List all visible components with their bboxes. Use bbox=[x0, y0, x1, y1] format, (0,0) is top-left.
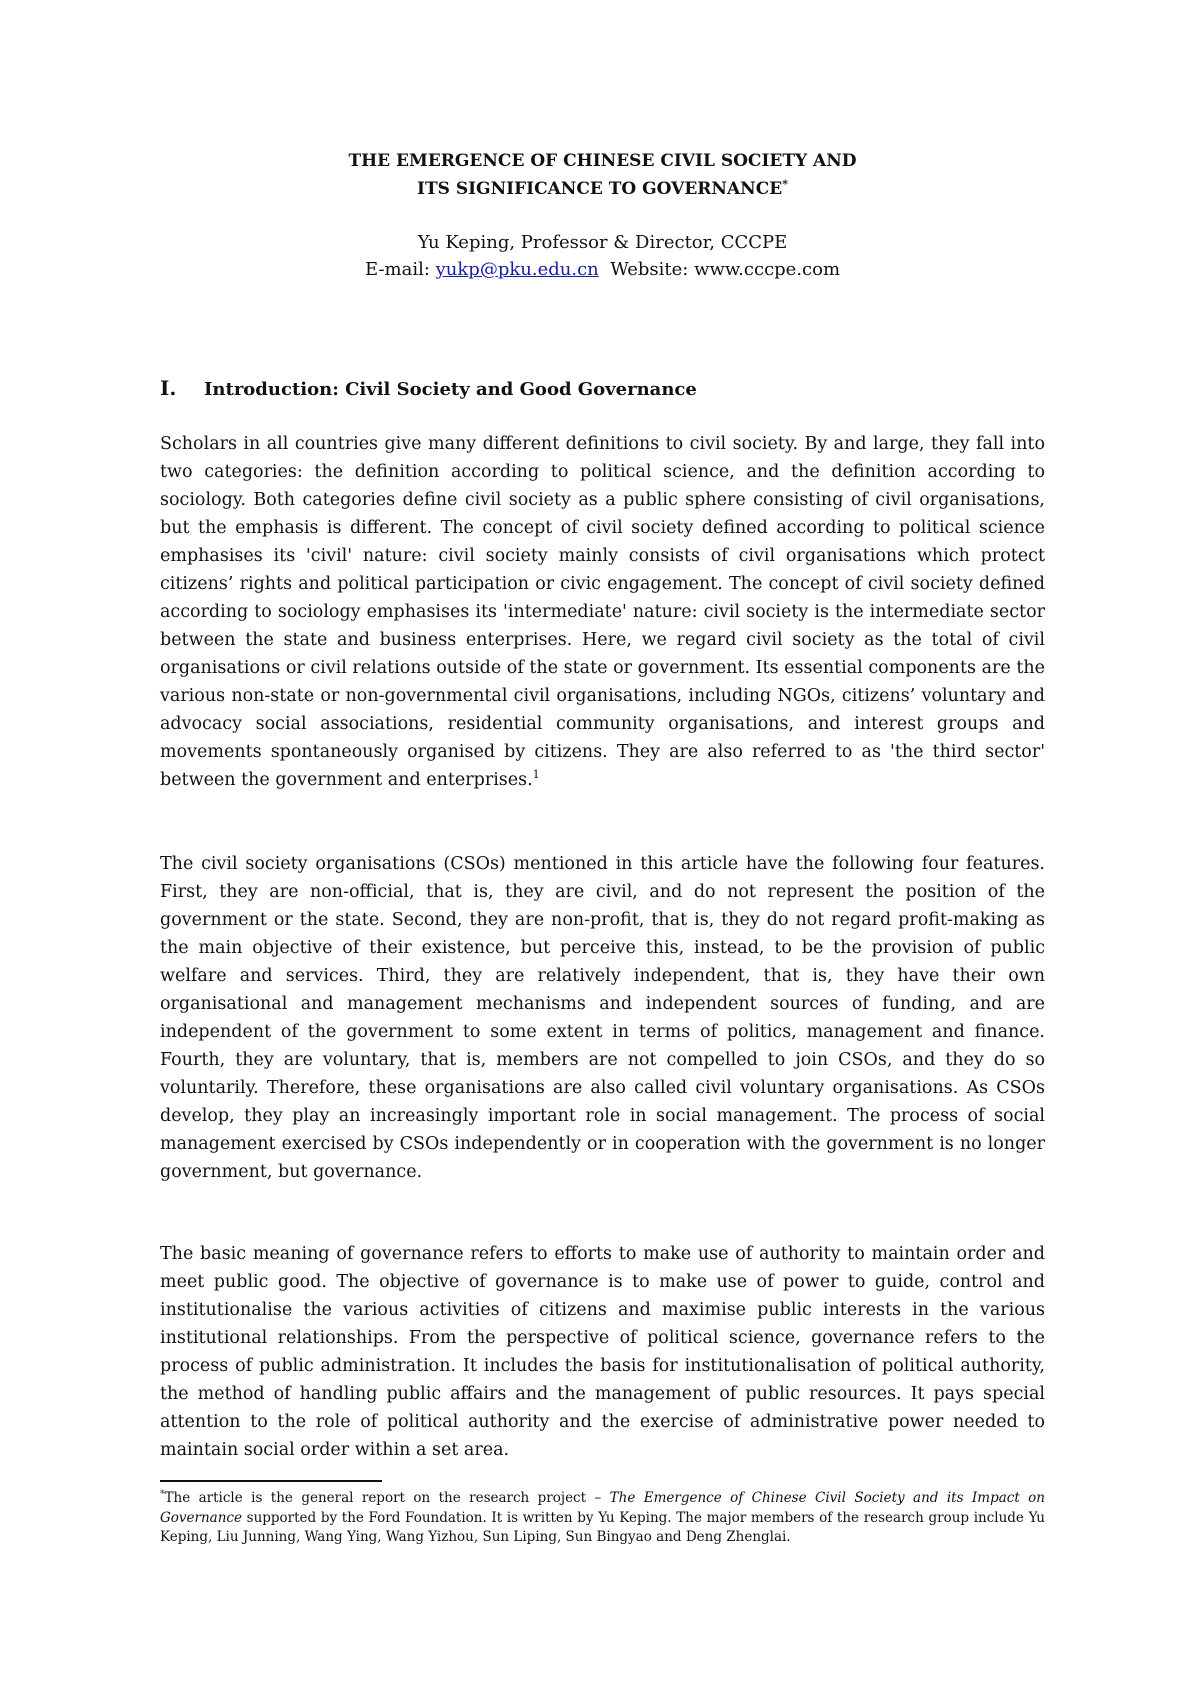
footnote-reference-1: 1 bbox=[532, 768, 540, 782]
website-label: Website: bbox=[610, 259, 689, 280]
footnote-text-before: The article is the general report on the research project – bbox=[164, 1490, 610, 1506]
website-text: www.cccpe.com bbox=[694, 259, 841, 280]
paragraph-1-text: Scholars in all countries give many different definitions to civil society. By and large, they fall into two categories: the definition according to political science, and the definition according to sociology. Both categories define civil society as a public sphere consisting of civil organisations, but the emphasis is different. The concept of civil society defined according to political science emphasises its 'civil' nature: civil society mainly consists of civil organisations which protect citizens’ rights and political participation or civic engagement. The concept of civil society defined according to sociology emphasises its 'intermediate' nature: civil society is the intermediate sector between the state and business enterprises. Here, we regard civil society as the total of civil organisations or civil relations outside of the state or government. Its essential components are the various non-state or non-governmental civil organisations, including NGOs, citizens’ voluntary and advocacy social associations, residential community organisations, and interest groups and movements spontaneously organised by citizens. They are also referred to as 'the third sector' between the government and enterprises. bbox=[160, 434, 1045, 790]
author-line: Yu Keping, Professor & Director, CCCPE bbox=[417, 232, 788, 253]
paragraph-2: The civil society organisations (CSOs) mentioned in this article have the following four features. First, they are non-official, that is, they are civil, and do not represent the position of the government or the state. Second, they are non-profit, that is, they do not regard profit-making as the main objective of their existence, but perceive this, instead, to be the provision of public welfare and services. Third, they are relatively independent, that is, they have their own organisational and management mechanisms and independent sources of funding, and are independent of the government to some extent in terms of politics, management and finance. Fourth, they are voluntary, that is, members are not compelled to join CSOs, and they do so voluntarily. Therefore, these organisations are also called civil voluntary organisations. As CSOs develop, they play an increasingly important role in social management. The process of social management exercised by CSOs independently or in cooperation with the government is no longer government, but governance. bbox=[160, 854, 1045, 1182]
email-label: E-mail: bbox=[364, 259, 430, 280]
section-number: I. bbox=[160, 376, 177, 400]
author-block bbox=[160, 229, 1045, 283]
title-line-2-text: ITS SIGNIFICANCE TO GOVERNANCE bbox=[417, 179, 783, 199]
title-line-1: THE EMERGENCE OF CHINESE CIVIL SOCIETY AND bbox=[348, 151, 857, 171]
footnote-divider bbox=[160, 1480, 382, 1482]
section-heading bbox=[160, 375, 1045, 403]
footnote-marker: * bbox=[160, 1489, 165, 1500]
title-line-2 bbox=[160, 175, 1045, 203]
paragraph-1 bbox=[160, 430, 1045, 794]
contact-line bbox=[160, 256, 1045, 283]
paragraph-3: The basic meaning of governance refers to efforts to make use of authority to maintain order and meet public good. The objective of governance is to make use of power to guide, control and institutionalise the various activities of citizens and maximise public interests in the various institutional relationships. From the perspective of political science, governance refers to the process of public administration. It includes the basis for institutionalisation of political authority, the method of handling public affairs and the management of public resources. It pays special attention to the role of political authority and the exercise of administrative power needed to maintain social order within a set area. bbox=[160, 1244, 1045, 1460]
email-link[interactable]: yukp@pku.edu.cn bbox=[435, 259, 599, 280]
footnote bbox=[160, 1489, 1045, 1548]
title-footnote-marker: * bbox=[782, 177, 788, 191]
document-title bbox=[160, 147, 1045, 203]
document-page bbox=[160, 0, 1045, 1698]
footnote-project-title: The Emergence of Chinese Civil Society and its Impact on Governance bbox=[160, 1490, 1045, 1526]
section-title: Introduction: Civil Society and Good Governance bbox=[204, 379, 697, 400]
footnote-text-after: supported by the Ford Foundation. It is written by Yu Keping. The major members of the research group include Yu Keping, Liu Junning, Wang Ying, Wang Yizhou, Sun Liping, Sun Bingyao and Deng Zhenglai. bbox=[160, 1509, 1045, 1545]
